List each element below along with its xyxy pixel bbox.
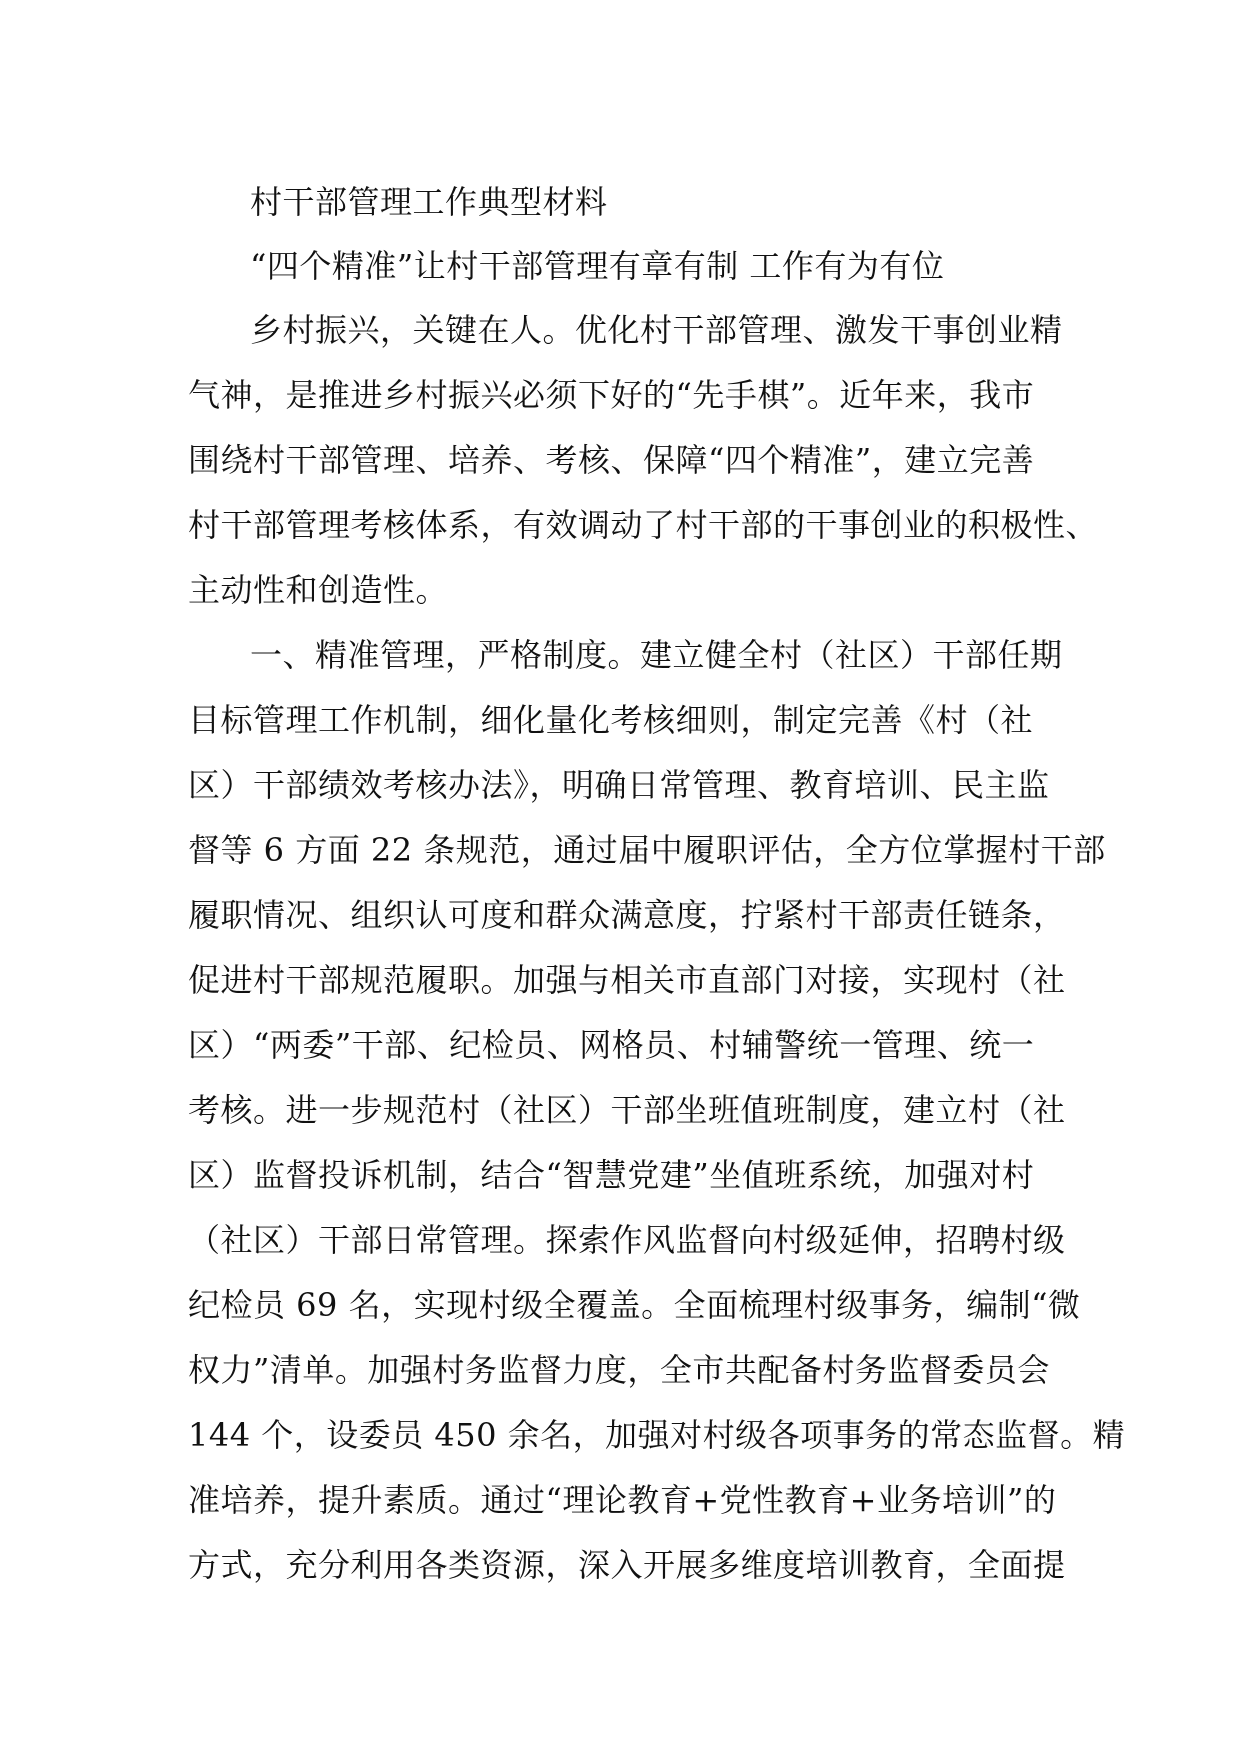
paragraph-line: 区）监督投诉机制，结合“智慧党建”坐值班系统，加强对村 bbox=[188, 1156, 1035, 1194]
paragraph-line: 督等 6 方面 22 条规范，通过届中履职评估，全方位掌握村干部 bbox=[188, 831, 1106, 869]
document-title: 村干部管理工作典型材料 bbox=[250, 183, 608, 221]
paragraph-section-one bbox=[188, 623, 1126, 1598]
paragraph-line: 考核。进一步规范村（社区）干部坐班值班制度，建立村（社 bbox=[188, 1091, 1066, 1129]
paragraph-line: 方式，充分利用各类资源，深入开展多维度培训教育，全面提 bbox=[188, 1546, 1066, 1584]
paragraph-line: 144 个，设委员 450 余名，加强对村级各项事务的常态监督。精 bbox=[188, 1416, 1126, 1454]
paragraph-line: 区）干部绩效考核办法》，明确日常管理、教育培训、民主监 bbox=[188, 766, 1050, 804]
paragraph-line: 乡村振兴，关键在人。优化村干部管理、激发干事创业精 bbox=[250, 311, 1063, 349]
paragraph-line: （社区）干部日常管理。探索作风监督向村级延伸，招聘村级 bbox=[188, 1221, 1066, 1259]
paragraph-line: 纪检员 69 名，实现村级全覆盖。全面梳理村级事务，编制“微 bbox=[188, 1286, 1081, 1324]
paragraph-line: 围绕村干部管理、培养、考核、保障“四个精准”，建立完善 bbox=[188, 441, 1035, 479]
document-body bbox=[188, 170, 1126, 1598]
paragraph-intro bbox=[188, 298, 1099, 623]
paragraph-line: 履职情况、组织认可度和群众满意度，拧紧村干部责任链条， bbox=[188, 896, 1066, 934]
paragraph-line: 主动性和创造性。 bbox=[188, 571, 449, 609]
paragraph-line: 权力”清单。加强村务监督力度，全市共配备村务监督委员会 bbox=[188, 1351, 1050, 1389]
paragraph-line: 促进村干部规范履职。加强与相关市直部门对接，实现村（社 bbox=[188, 961, 1066, 999]
paragraph-line: 准培养，提升素质。通过“理论教育+党性教育+业务培训”的 bbox=[188, 1481, 1057, 1519]
paragraph-line: 气神，是推进乡村振兴必须下好的“先手棋”。近年来，我市 bbox=[188, 376, 1035, 414]
paragraph-line: 区）“两委”干部、纪检员、网格员、村辅警统一管理、统一 bbox=[188, 1026, 1035, 1064]
document-subtitle: “四个精准”让村干部管理有章有制 工作有为有位 bbox=[250, 247, 945, 285]
paragraph-line: 村干部管理考核体系，有效调动了村干部的干事创业的积极性、 bbox=[188, 506, 1099, 544]
paragraph-line: 一、精准管理，严格制度。建立健全村（社区）干部任期 bbox=[250, 636, 1063, 674]
paragraph-line: 目标管理工作机制，细化量化考核细则，制定完善《村（社 bbox=[188, 701, 1034, 739]
